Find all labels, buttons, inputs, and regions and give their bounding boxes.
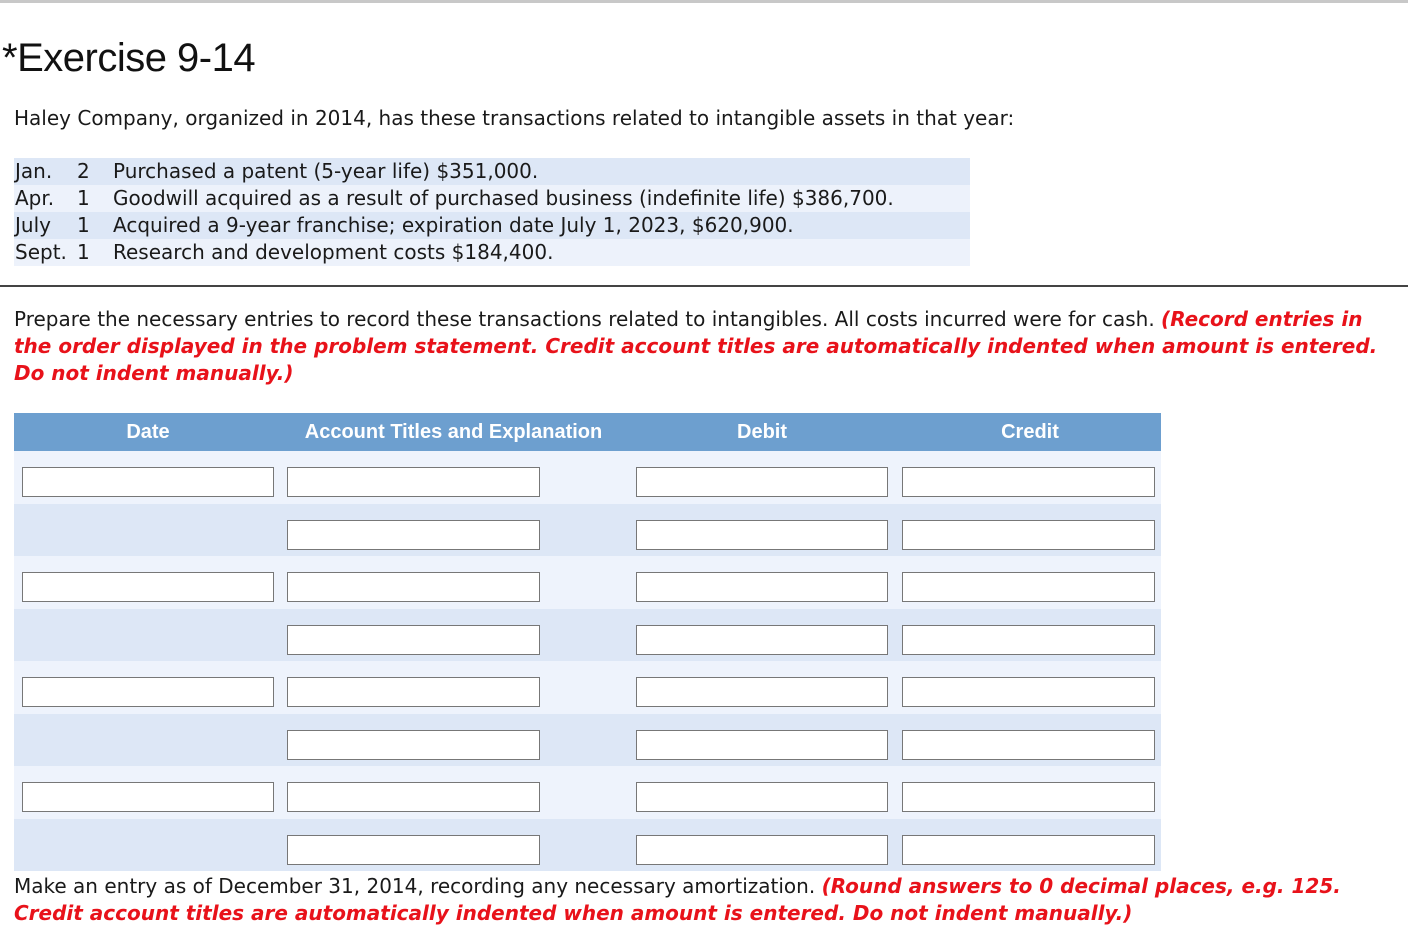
debit-input[interactable] [636,730,888,760]
journal-row [14,766,1161,819]
debit-input[interactable] [636,677,888,707]
transaction-row [14,158,970,185]
transaction-row [14,239,970,266]
transaction-month: Apr. [14,185,77,212]
account-title-input[interactable] [287,677,540,707]
debit-input[interactable] [636,572,888,602]
account-title-input[interactable] [287,467,540,497]
closing-text: Make an entry as of December 31, 2014, recording any necessary amortization. [14,874,816,898]
date-input[interactable] [22,677,274,707]
credit-input[interactable] [902,730,1155,760]
journal-row [14,714,1161,767]
instructions-text: Prepare the necessary entries to record these transactions related to intangibles. All costs incurred were for cash. [14,307,1155,331]
credit-input[interactable] [902,572,1155,602]
journal-row [14,609,1161,662]
closing-emphasis: (Round answers to 0 decimal places, e.g. 125. Credit account titles are automatically indented when amount is entered. Do not indent manually.) [14,874,1341,925]
problem-intro: Haley Company, organized in 2014, has these transactions related to intangible assets in that year: [14,106,1015,130]
transaction-month: Jan. [14,158,77,185]
credit-input[interactable] [902,835,1155,865]
credit-input[interactable] [902,782,1155,812]
top-border [0,0,1408,3]
account-title-input[interactable] [287,572,540,602]
transaction-day: 1 [77,212,113,239]
date-input[interactable] [22,782,274,812]
credit-input[interactable] [902,467,1155,497]
transaction-day: 1 [77,239,113,266]
credit-input[interactable] [902,625,1155,655]
account-title-input[interactable] [287,520,540,550]
account-title-input[interactable] [287,625,540,655]
transaction-text: Goodwill acquired as a result of purchased business (indefinite life) $386,700. [113,185,970,212]
journal-row [14,556,1161,609]
debit-input[interactable] [636,782,888,812]
journal-entry-table [14,413,1161,871]
transaction-day: 1 [77,185,113,212]
transaction-row [14,185,970,212]
header-debit: Debit [737,421,787,443]
transaction-month: Sept. [14,239,77,266]
debit-input[interactable] [636,520,888,550]
account-title-input[interactable] [287,730,540,760]
debit-input[interactable] [636,835,888,865]
credit-input[interactable] [902,520,1155,550]
date-input[interactable] [22,467,274,497]
journal-rows [14,451,1161,871]
debit-input[interactable] [636,467,888,497]
transaction-row [14,212,970,239]
transactions-table [14,158,970,266]
debit-input[interactable] [636,625,888,655]
amortization-instructions [14,873,1394,927]
journal-row [14,819,1161,872]
transaction-text: Purchased a patent (5-year life) $351,000. [113,158,970,185]
instructions-emphasis: (Record entries in the order displayed in the problem statement. Credit account titles are automatically indented when amount is entered. Do not indent manually.) [14,307,1378,385]
journal-row [14,661,1161,714]
transaction-text: Acquired a 9-year franchise; expiration date July 1, 2023, $620,900. [113,212,970,239]
transaction-text: Research and development costs $184,400. [113,239,970,266]
transaction-day: 2 [77,158,113,185]
header-credit: Credit [1001,421,1059,443]
account-title-input[interactable] [287,835,540,865]
credit-input[interactable] [902,677,1155,707]
journal-row [14,504,1161,557]
transaction-month: July [14,212,77,239]
instructions [14,306,1394,387]
header-account: Account Titles and Explanation [304,421,603,443]
account-title-input[interactable] [287,782,540,812]
journal-row [14,451,1161,504]
journal-header [14,413,1161,451]
date-input[interactable] [22,572,274,602]
section-divider [0,285,1408,287]
header-date: Date [126,421,170,443]
page-title: *Exercise 9-14 [2,36,256,80]
